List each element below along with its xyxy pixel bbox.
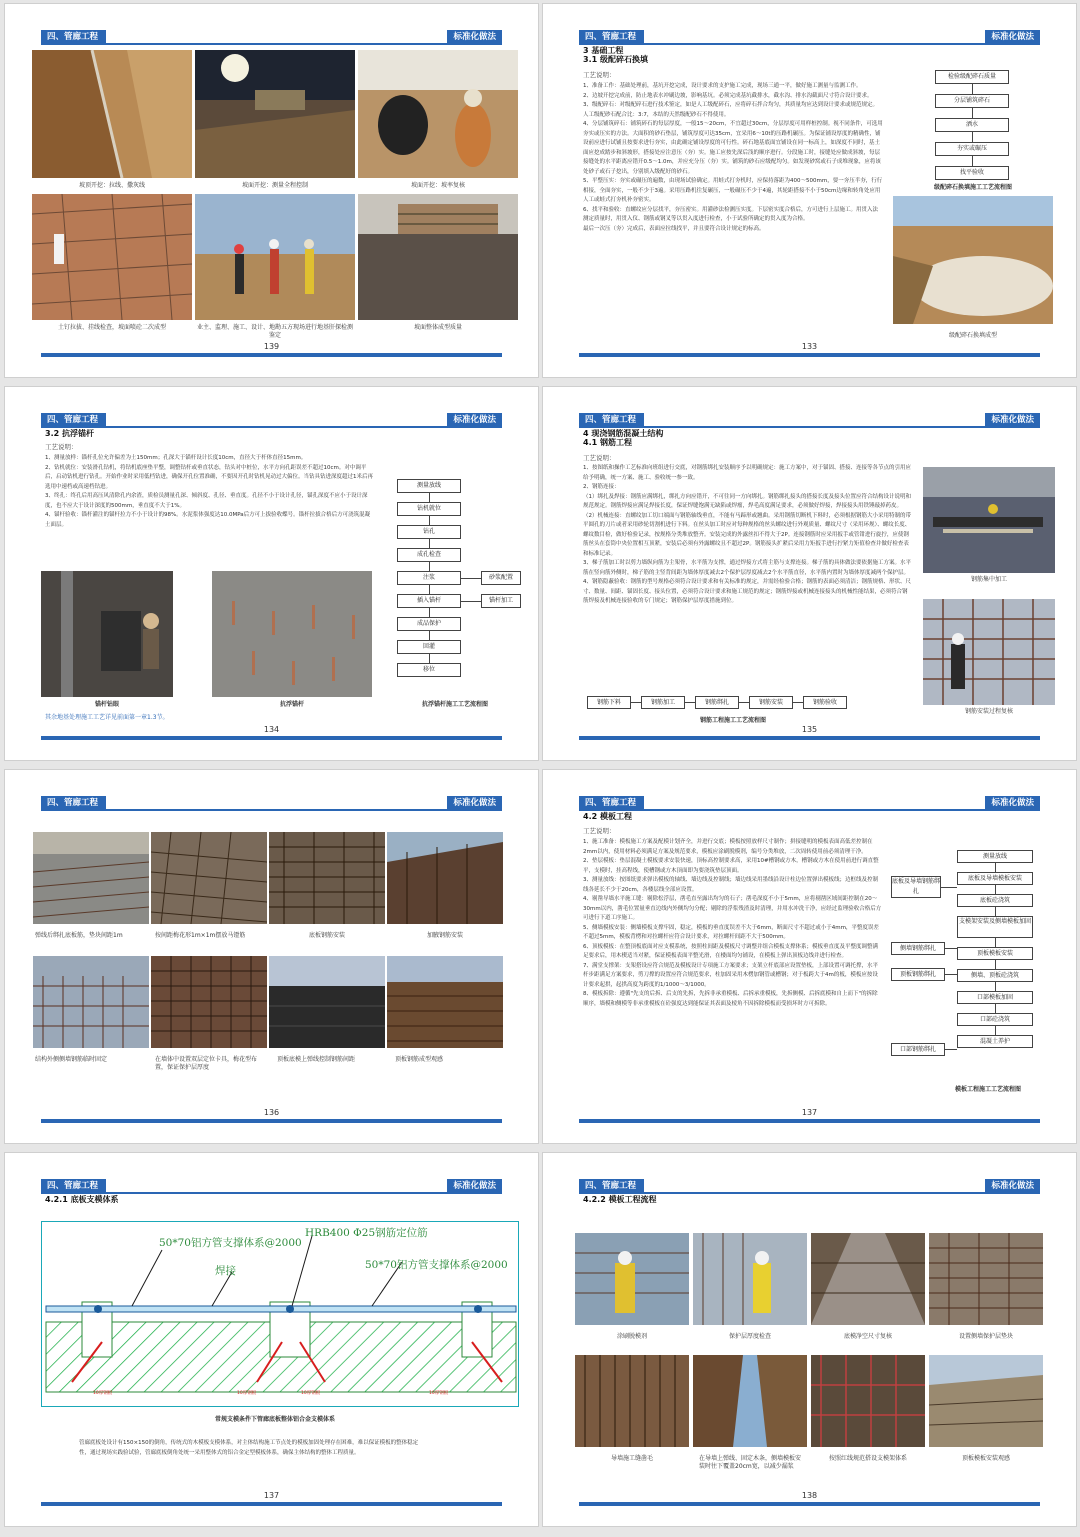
page-136 bbox=[4, 769, 539, 1144]
label: 工艺说明： bbox=[583, 454, 616, 462]
photo-release-agent bbox=[575, 1233, 689, 1325]
page-137-formwork bbox=[542, 769, 1077, 1144]
caption: 按照红线规范搭设支模架体系 bbox=[828, 1455, 907, 1462]
photo-wood-strips bbox=[693, 1355, 807, 1447]
page-number: 137 bbox=[263, 1491, 280, 1500]
flow-box: 钢筋加工 bbox=[641, 696, 685, 709]
caption: 坡面开挖：测量全程控制 bbox=[241, 182, 308, 189]
photo-positioning-clamps bbox=[151, 956, 267, 1048]
flow-box: 钻孔 bbox=[397, 525, 461, 539]
page-header bbox=[41, 796, 502, 810]
flow-box: 洒水 bbox=[935, 118, 1009, 132]
page-header bbox=[579, 1179, 1040, 1193]
label: 工艺说明： bbox=[45, 443, 78, 451]
flow-side-box: 顶板钢筋绑扎 bbox=[891, 968, 945, 981]
photo-rebar-check bbox=[923, 599, 1055, 705]
caption: 按间距梅花形1m×1m摆放马镫筋 bbox=[155, 932, 246, 939]
photo-top-formwork bbox=[929, 1355, 1043, 1447]
heading: 3.2 抗浮锚杆 bbox=[45, 429, 94, 438]
section-title: 四、管廊工程 bbox=[41, 413, 106, 427]
photo-slope-excavation-survey bbox=[195, 50, 355, 178]
subheading: 4.1 钢筋工程 bbox=[583, 438, 632, 447]
photo-cover-check bbox=[693, 1233, 807, 1325]
photo-anchor-bolts bbox=[212, 571, 372, 697]
flow-box: 口部模板加固 bbox=[957, 991, 1033, 1004]
standard-tag: 标准化做法 bbox=[985, 30, 1040, 44]
photo-five-party-inspection bbox=[195, 194, 355, 320]
flow-box: 检验级配碎石质量 bbox=[935, 70, 1009, 84]
page-number: 136 bbox=[263, 1108, 280, 1117]
paragraph: 1、施工准备：模板施工方案及配模计划齐全，并进行交底；模板按照放样尺寸制作；拼接缝明的模板表面高低差控制在2mm以内，使用材料必须满足方案及规范要求，模板应涂刷脱模剂，编号分类堆放，二次周转使用前必须清理干净。 2、垫层模板：垫层混凝土模板要求安装快速，顶标高控制要求高，采用10#槽钢或方木，槽钢或方木在使用前进行调直整平，支模时，挂高程线，使槽钢或方木顶面即为要浇筑垫层顶面。 3、测量放线：按图纸要求弹出模板的轴线、墙边线及控制线；墙边线采用墨线沿设计柱边位置弹出模板线；边框线及控制线各延长不少于20cm，各楼层线全部应设置。 4、剔凿导墙水平施工缝：剔除松浮层，凿毛直至露出均匀的石子；凿毛深度不小于5mm，应将剔凿区域间距控制在20～30mm以内，凿毛位置量垂直边线内外侧均匀分配；剔除的浮浆残渣及时清理，并用水冲洗干净，应经过监理验收合格后方可进行下道工序施工。 5、侧墙模板安装：侧墙模板支撑牢固，稳定，模板的垂直度误差不大于6mm，断面尺寸不超过或小于4mm，平整度误差不超过5mm，模板背楞和对拉螺杆应符合设计要求，对拉螺杆间距不大于500mm。 6、顶板模板：在整顶板底面对应支模系统，按照柱间距及模板尺寸调整并组合模板支撑体系；模板垂直度及平整度调整满足要求后，用木楔适当对紧，保证模板表面平整光滑，在楼面均匀铺设，在模板上弹出顶板边线并进行检查。 7、满堂支撑架：支架搭设应符合规范及模板设计专项施工方案要求；支架立杆底部应设置垫板，上部设置可调托撑，水平杆步距满足方案要求，剪刀撑的设置应符合规范要求，柱加固采用木楞加钢管或槽钢；对于板跨大于4m的板，模板应按设计要求起拱，起拱高度为跨度的1/1000～3/1000。 8、模板拆除：遵循"先支的后拆、后支的先拆，先拆非承重模板、后拆承重模板，先拆侧模、后拆底模和自上而下"的拆除顺序，墙模和侧模等非承重模板在砼强度达到能保证其表面及棱角不因拆除模板而受损坏时方可拆除。 bbox=[583, 839, 882, 1007]
page-139 bbox=[4, 3, 539, 378]
photo-top-rebar-result bbox=[387, 956, 503, 1048]
paragraph: 1、测量放样：锚杆孔位允许偏差为土150mm；孔深大于锚杆设计长度10cm，直径大于杆体直径15mm。 2、钻机就位：安装滑孔钻机，将钻机底座垫平整，调整钻杆或垂直状态，钻头对中桩位，水平方向孔距误差不超过10cm。对中调平后，启动钻机进行钻孔。开始作业时采用低档钻进，确保开孔位置准确，不要因开孔时钻机晃动过大偏位。当钻具钻进深度超过1米后再选用中速档或高速档钻进。 3、终孔：终孔后用高压风清除孔内余渣，质检员测量孔深、倾斜度、孔径、垂直度。孔径不小于设计孔径，锚孔深度不应小于设计深度，也不应大于设计深度的500mm，垂直度不大于1%。 4、锚杆验收：锚杆灌注的锚杆拉力不小于设计的98%。水泥浆体强度达10.0MPa后方可上拔验收蝶号。锚杆拉拔合格后方可浇筑混凝土面层。 bbox=[45, 455, 374, 528]
standard-tag: 标准化做法 bbox=[985, 1179, 1040, 1193]
page-number: 133 bbox=[801, 342, 818, 351]
page-number: 137 bbox=[801, 1108, 818, 1117]
standard-tag: 标准化做法 bbox=[985, 413, 1040, 427]
standard-tag: 标准化做法 bbox=[447, 413, 502, 427]
caption: 抗浮锚杆施工工艺流程图 bbox=[421, 701, 488, 708]
photo-floor-rebar bbox=[33, 832, 149, 924]
label: 工艺说明： bbox=[583, 827, 616, 835]
flow-box: 插入锚杆 bbox=[397, 594, 461, 608]
page-135 bbox=[542, 386, 1077, 761]
diagram-label: 50*70铝方管支撑体系@2000 bbox=[365, 1259, 508, 1271]
page-133 bbox=[542, 3, 1077, 378]
caption: 保护层厚度检查 bbox=[728, 1333, 771, 1340]
photo-rebar-processing bbox=[923, 467, 1055, 573]
caption: 顶板底模上弹线控制钢筋间距 bbox=[277, 1056, 356, 1063]
diagram-label: 焊接 bbox=[215, 1265, 236, 1277]
page-number: 138 bbox=[801, 1491, 818, 1500]
caption: 底模净空尺寸复核 bbox=[843, 1333, 892, 1340]
flow-caption: 钢筋工程施工工艺流程图 bbox=[699, 717, 766, 724]
photo-cover-blocks bbox=[929, 1233, 1043, 1325]
photo-guide-wall bbox=[575, 1355, 689, 1447]
diagram-caption: 常规支模条件下管廊底板整体铝合金支模体系 bbox=[214, 1416, 335, 1423]
flow-box: 成孔检查 bbox=[397, 548, 461, 562]
flow-box: 钢筋安装 bbox=[749, 696, 793, 709]
section-title: 四、管廊工程 bbox=[41, 796, 106, 810]
heading: 4 现浇钢筋混凝土结构 bbox=[583, 429, 664, 438]
flow-box: 钢筋绑扎 bbox=[695, 696, 739, 709]
diagram-small-label: 10厚钢板 bbox=[237, 1391, 257, 1396]
page-header bbox=[579, 30, 1040, 44]
flow-side-box: 侧墙钢筋绑扎 bbox=[891, 942, 945, 955]
flow-box: 注浆 bbox=[397, 571, 461, 585]
caption: 坡面开挖：坡率复核 bbox=[410, 182, 465, 189]
flow-box: 混凝土养护 bbox=[957, 1035, 1033, 1048]
flow-box: 底板砼浇筑 bbox=[957, 894, 1033, 907]
flow-side-box: 锚杆加工 bbox=[481, 594, 521, 608]
caption: 钢筋集中加工 bbox=[970, 576, 1007, 583]
photo-wall-rebar bbox=[33, 956, 149, 1048]
photo-floor-rebar-install bbox=[269, 832, 385, 924]
flow-box: 钢筋验收 bbox=[803, 696, 847, 709]
flow-side-box: 底板及导墙钢筋绑扎 bbox=[891, 876, 941, 898]
heading: 4.2.1 底板支模体系 bbox=[45, 1195, 119, 1204]
diagram-label: HRB400 Φ25钢筋定位筋 bbox=[305, 1227, 428, 1239]
photo-bottom-clearance bbox=[811, 1233, 925, 1325]
page-number: 135 bbox=[801, 725, 818, 734]
caption: 土钉拉拔、挂线检查，坡面喷砼二次成型 bbox=[57, 324, 166, 331]
caption: 在导墙上弹线、固定木条，侧墙模板安装时往下覆盖20cm宽，以减少漏浆 bbox=[699, 1455, 802, 1470]
diagram-small-label: 10厚钢板 bbox=[301, 1391, 321, 1396]
section-title: 四、管廊工程 bbox=[579, 413, 644, 427]
photo-slope-ratio-check bbox=[358, 50, 518, 178]
standard-tag: 标准化做法 bbox=[447, 796, 502, 810]
caption: 级配碎石换填成型 bbox=[948, 332, 997, 339]
flow-box: 顶板模板安装 bbox=[957, 947, 1033, 960]
flow-box: 底板及导墙模板安装 bbox=[957, 872, 1033, 885]
page-header bbox=[579, 796, 1040, 810]
section-title: 四、管廊工程 bbox=[579, 1179, 644, 1193]
page-137-floor-formwork bbox=[4, 1152, 539, 1527]
label: 工艺说明： bbox=[583, 71, 616, 79]
page-header bbox=[41, 1179, 502, 1193]
photo-gravel-fill bbox=[893, 196, 1053, 324]
photo-haunch-rebar bbox=[387, 832, 503, 924]
photo-support-bars bbox=[151, 832, 267, 924]
caption: 底板钢筋安装 bbox=[308, 932, 345, 939]
heading: 4.2 模板工程 bbox=[583, 812, 632, 821]
caption: 钢筋安装过程复核 bbox=[964, 708, 1013, 715]
section-title: 四、管廊工程 bbox=[579, 30, 644, 44]
caption: 弹线后绑扎底板筋，垫块间距1m bbox=[35, 932, 123, 939]
flow-box: 钢筋下料 bbox=[587, 696, 631, 709]
standard-tag: 标准化做法 bbox=[447, 30, 502, 44]
flow-box: 夯实或碾压 bbox=[935, 142, 1009, 156]
page-header bbox=[579, 413, 1040, 427]
flow-box: 移位 bbox=[397, 663, 461, 677]
caption: 抗浮锚杆 bbox=[279, 701, 304, 708]
flow-side-box: 砂浆配置 bbox=[481, 571, 521, 585]
photo-top-slab-lines bbox=[269, 956, 385, 1048]
heading: 3 基础工程 bbox=[583, 46, 624, 55]
flow-box: 成品保护 bbox=[397, 617, 461, 631]
photo-scaffold bbox=[811, 1355, 925, 1447]
flow-box: 回灌 bbox=[397, 640, 461, 654]
diagram-small-label: 10厚钢板 bbox=[429, 1391, 449, 1396]
flow-box: 侧墙、顶板砼浇筑 bbox=[957, 969, 1033, 982]
note: 其余地基处理施工工艺详见前面第一章1.3节。 bbox=[45, 714, 169, 721]
flow-box: 口部砼浇筑 bbox=[957, 1013, 1033, 1026]
flow-box: 支模架安装及侧墙模板加固 bbox=[957, 916, 1033, 938]
paragraph: 1、准备工作：基础处理前，基坑开挖完成，设计要求的支护施工完成，现场三通一平，做好施工测量与监测工作。 2、边坡开挖完成前，防止地表水冲刷边坡，影响基坑。必须完成基坑截排水，截水沟、排水沟截面尺寸符合设计要求。 3、级配碎石：对级配碎石进行技术鉴定，如是人工级配碎石，应将碎石拌合均匀，其质量均应达到设计要求或规范规定。人工级配砂石配合比：3:7，本结的天然级配砂石不得使用。 4、分层铺筑碎石：铺筑碎石的每层厚度，一般15～20cm，不宜超过30cm，分层厚度可用样桩控制。视不同条件，可选用夯实或压实的方法。大面积的砂石垫层，铺筑厚度可达35cm，宜采用6～10t的压路机碾压。为保证铺设厚度的精确性，铺设前应进行试铺且按要求进行夯实，由此确定铺设厚度的可行性。碎石地基底面宜铺设在同一标高上，如深度不同时，基土面应挖成踏步和斜坡形，搭接处应注意压（夯）实。施工应按先深后浅的顺序进行。分段施工时，接缝处应做成斜坡，每层接缝处的水平距离应错开0.5～1.0m，并应充分压（夯）实。铺筑的砂石应级配均匀。如发现砂窝或石子成堆现象，应将该处砂子或石子挖出，分别填入级配好的砂石。 5、平整压实：夯实或碾压的遍数，由现场试验确定。用蛙式打夯机时，应保持落距为400～500mm，要一夯压半夯，行行相接，全面夯实，一般不少于3遍。采用压路机往复碾压，一般碾压不少于4遍，其轮距搭接不小于50cm边缘和转角处应用人工或蛙式打夯机补夯密实。 6、找平和验收：直螺纹应分层找平，夯压密实。用灌砂法检测压实度。下层密实度合格后，方可进行上层施工。用贯入法测定质量时，用贯入仪、钢筋或钢叉等以贯入度进行检查，小于试验所确定的贯入度为合格。 最后一次压（夯）完成后，表面应拉线找平，并且要符合设计规定的标高。 bbox=[583, 83, 883, 232]
photo-slope-quality bbox=[358, 194, 518, 320]
page-138 bbox=[542, 1152, 1077, 1527]
page-header bbox=[41, 413, 502, 427]
caption: 业主、监理、施工、设计、地勘五方现场进行地基肝探检测鉴定 bbox=[196, 324, 353, 339]
flow-box: 找平验收 bbox=[935, 166, 1009, 180]
caption: 坡顶开挖：拉线、撒灰线 bbox=[78, 182, 145, 189]
photo-soil-nail-test bbox=[32, 194, 192, 320]
flow-box: 钻机就位 bbox=[397, 502, 461, 516]
flow-box: 分层铺筑碎石 bbox=[935, 94, 1009, 108]
standard-tag: 标准化做法 bbox=[447, 1179, 502, 1193]
photo-slope-top-excavation bbox=[32, 50, 192, 178]
standard-tag: 标准化做法 bbox=[985, 796, 1040, 810]
caption: 顶板钢筋成型观感 bbox=[395, 1056, 444, 1063]
caption: 涂刷脱模剂 bbox=[616, 1333, 647, 1340]
section-title: 四、管廊工程 bbox=[41, 1179, 106, 1193]
caption: 顶板模板安装观感 bbox=[961, 1455, 1010, 1462]
paragraph: 1、按图纸和操作工艺标准向班组进行交底，对钢筋绑扎安装顺序予以明确规定：施工方案中，对于锚固、搭接、连接等各节点的引用应给予明确，统一方案、施工、验收统一参一致。 2、钢筋连接： （1）绑扎及焊接：钢筋应满绑扎，绑扎方向应错开，不可往同一方向绑扎。钢筋绑扎接头的搭接长度及接头位置应符合结构设计说明和规范规定。钢筋焊接应满足焊接长度，保证焊缝饱满无缺陷或焊瘤，焊毛高度满足要求，必须做好焊接，焊接接头用铁锤敲掉药皮。 （2）机械连接：直螺纹加工切口端面与钢筋轴线垂直，不能有马蹄形或翘曲。采用钢筋切断机下料时，必须根据钢筋大小采用特制的带平圆孔的刀片或者采用砂轮切割机进行下料。在丝头加工时应对每种规格的丝头螺纹进行外观质量、螺纹尺寸（采用环规）、螺纹长度、螺纹数目检，做好检验记录，按规格分类堆放整齐。安装完成的外露丝扣不得大于2P。连接钢筋时应采用扳手或管钳进行旋拧，应使钢筋丝头在套筒中央位置相互顶紧，安装后必须有外露螺纹且不超过2P。钢筋接头扩紧后采用力矩扳手进行拧紧力矩值检查并做好检查表和标准记录。 3、梯子筋加工时以剪力墙纵向筋为主架骨，水平筋为支撑，通过焊接方式将主筋与支撑连接。梯子筋的具体做法要依据施工方案。水平筋在竖向筋外侧时，梯子筋的主竖背间距为墙体厚度减去2个保护层厚度减去2个水平筋直径，水平筋内置时为墙体厚度减两个保护层。 4、钢筋隐蔽验收：钢筋的型号规格必须符合设计要求和有关标准的规定，并需经检验合格；钢筋的表面必须清洁；钢筋规格、形状、尺寸、数量、间距、锚固长度、接头位置，必须符合设计要求和施工规范的规定；钢筋焊接或机械连接接头的机械性能结果，必须符合钢筋焊接及机械连接验收的专门规定；钢筋保护层厚度措施到位。 bbox=[583, 465, 912, 604]
diagram-small-label: 10厚钢板 bbox=[93, 1391, 113, 1396]
caption: 结构外侧侧墙钢筋临时固定 bbox=[35, 1056, 108, 1063]
page-number: 139 bbox=[263, 342, 280, 351]
caption: 锚杆钻眼 bbox=[94, 701, 119, 708]
caption: 导墙施工缝凿毛 bbox=[610, 1455, 653, 1462]
caption: 坡面整体成型质量 bbox=[413, 324, 462, 331]
section-title: 四、管廊工程 bbox=[41, 30, 106, 44]
flow-caption: 模板工程施工工艺流程图 bbox=[954, 1086, 1021, 1093]
subheading: 3.1 级配碎石换填 bbox=[583, 55, 648, 64]
caption: 设置侧墙保护层垫块 bbox=[958, 1333, 1013, 1340]
flow-side-box: 口部钢筋绑扎 bbox=[891, 1043, 945, 1056]
caption: 在墙体中设置双层定位卡具，梅花型布置，保证保护层厚度 bbox=[155, 1056, 258, 1071]
page-header bbox=[41, 30, 502, 44]
photo-anchor-drilling bbox=[41, 571, 173, 697]
flow-box: 测量放线 bbox=[957, 850, 1033, 863]
flow-caption: 级配碎石换填施工工艺流程图 bbox=[933, 184, 1012, 191]
heading: 4.2.2 模板工程流程 bbox=[583, 1195, 657, 1204]
page-number: 134 bbox=[263, 725, 280, 734]
paragraph: 管廊底板处设计有150×150的倒角，传统式的木模板支模体系，对主体结构施工节点处的模板加固处理存在困难，难以保证模板的整体稳定性，通过现场实践验试验，管廊底板倒角处统一采用整体式的铝合金定型模板体系，确保主体结构的整体工程质量。 bbox=[79, 1440, 419, 1456]
flow-box: 测量放线 bbox=[397, 479, 461, 493]
page-134 bbox=[4, 386, 539, 761]
section-title: 四、管廊工程 bbox=[579, 796, 644, 810]
diagram-label: 50*70铝方管支撑体系@2000 bbox=[159, 1237, 302, 1249]
caption: 加腋钢筋安装 bbox=[426, 932, 463, 939]
